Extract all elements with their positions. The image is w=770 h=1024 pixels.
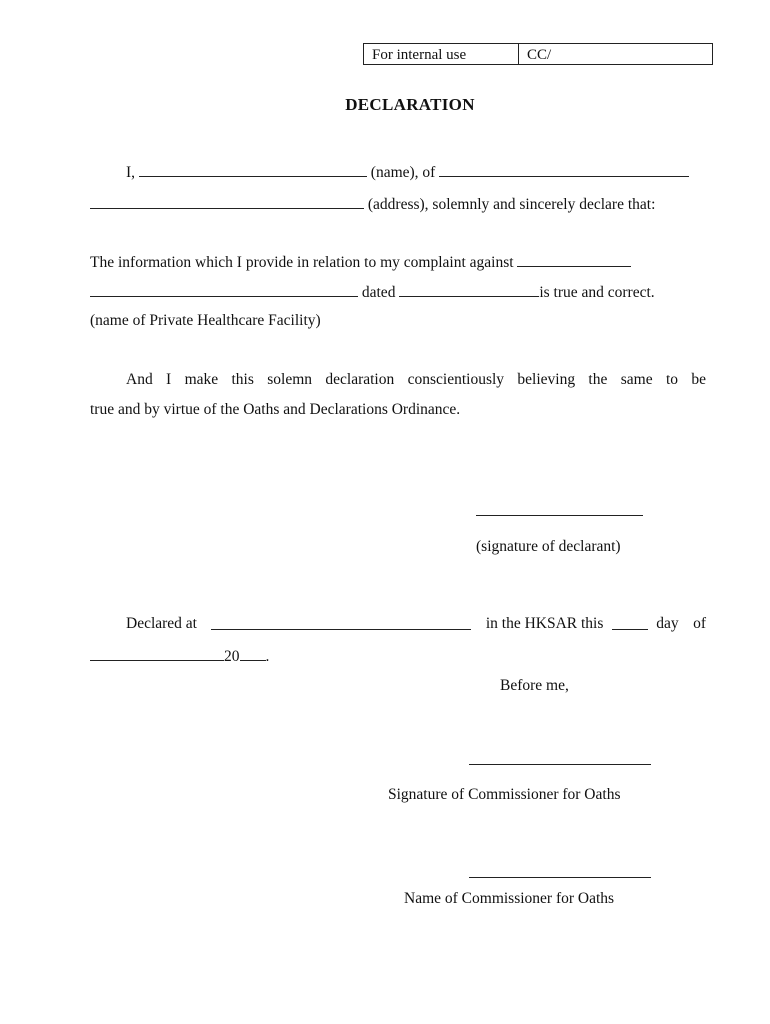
day-field[interactable]: [612, 615, 648, 630]
page-title: DECLARATION: [345, 95, 475, 114]
day-label: day: [656, 615, 679, 632]
facility-field-2[interactable]: [90, 282, 358, 297]
intro-text: I,: [126, 164, 136, 181]
facility-field-1[interactable]: [517, 252, 631, 267]
signature-caption: (signature of declarant): [476, 538, 621, 555]
year-field[interactable]: [240, 646, 266, 661]
year-prefix: 20: [224, 648, 240, 665]
commissioner-signature-caption: Signature of Commissioner for Oaths: [388, 786, 621, 803]
month-field[interactable]: [90, 646, 224, 661]
dated-label: dated: [361, 284, 396, 301]
hksar-label: in the HKSAR this: [485, 615, 604, 632]
cc-reference-field[interactable]: CC/: [527, 47, 552, 63]
declarant-address-field-1[interactable]: [439, 162, 689, 177]
internal-use-box: [363, 43, 713, 65]
complaint-line: [90, 252, 631, 272]
facility-caption: (name of Private Healthcare Facility): [90, 312, 321, 329]
name-label: (name), of: [370, 164, 436, 181]
commissioner-signature-field[interactable]: [469, 764, 651, 765]
declared-at-label: Declared at: [126, 615, 197, 632]
address-line: [90, 194, 655, 214]
solemn-declaration-line-2: true and by virtue of the Oaths and Declarations Ordinance.: [90, 401, 461, 418]
year-line: [90, 646, 269, 666]
dated-line: [90, 282, 655, 302]
commissioner-name-field[interactable]: [469, 877, 651, 878]
declarant-name-field[interactable]: [139, 162, 367, 177]
internal-use-label: For internal use: [364, 44, 519, 64]
complaint-text: The information which I provide in relation to my complaint against: [90, 254, 514, 271]
declared-place-field[interactable]: [211, 615, 471, 630]
declarant-address-field-2[interactable]: [90, 194, 364, 209]
address-label: (address), solemnly and sincerely declare that:: [367, 196, 656, 213]
declared-at-line: [126, 615, 706, 633]
solemn-declaration-line-1: And I make this solemn declaration conscientiously believing the same to be: [126, 371, 706, 388]
before-me-label: Before me,: [500, 677, 569, 694]
date-field[interactable]: [399, 282, 539, 297]
declarant-line: [126, 162, 689, 182]
commissioner-name-caption: Name of Commissioner for Oaths: [404, 890, 615, 907]
year-period: .: [265, 648, 270, 665]
declarant-signature-field[interactable]: [476, 515, 643, 516]
true-correct-label: is true and correct.: [539, 284, 655, 301]
of-label: of: [693, 615, 706, 632]
